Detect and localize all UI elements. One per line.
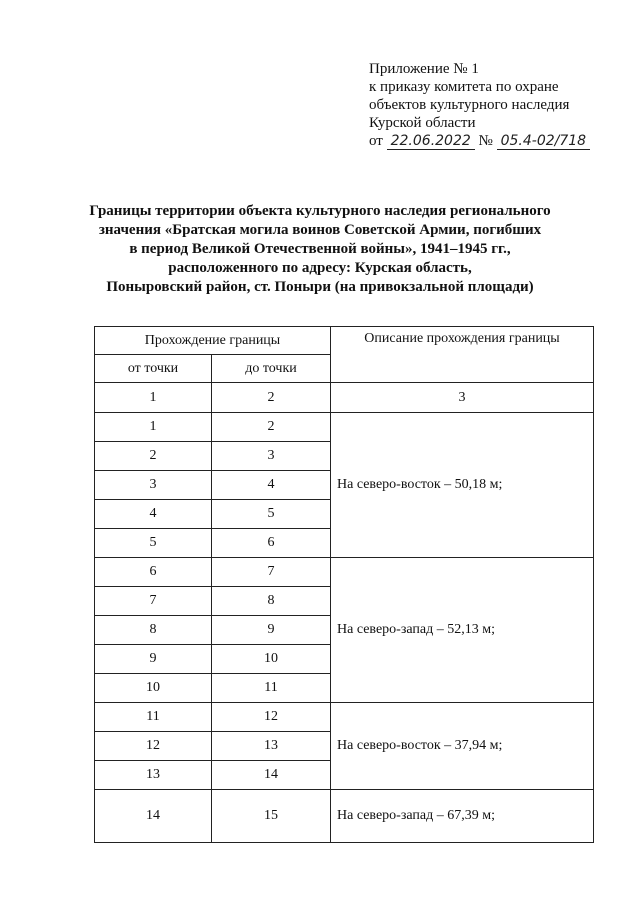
column-number-row — [95, 383, 594, 413]
title-line: Поныровский район, ст. Поныри (на привокзальной площади) — [106, 279, 534, 295]
to-point-cell: 15 — [212, 790, 331, 843]
from-point-cell: 10 — [95, 674, 212, 703]
description-cell: На северо-восток – 37,94 м; — [331, 703, 594, 790]
description-cell: На северо-запад – 67,39 м; — [331, 790, 594, 843]
from-point-cell: 13 — [95, 761, 212, 790]
header-description: Описание прохождения границы — [331, 327, 594, 383]
from-point-cell: 5 — [95, 529, 212, 558]
to-point-cell: 7 — [212, 558, 331, 587]
table-row — [95, 790, 594, 843]
from-point-cell: 4 — [95, 500, 212, 529]
from-point-cell: 9 — [95, 645, 212, 674]
to-point-cell: 3 — [212, 442, 331, 471]
title-line: расположенного по адресу: Курская область, — [168, 260, 472, 276]
header-boundary-passage: Прохождение границы — [95, 327, 331, 355]
to-point-cell: 2 — [212, 413, 331, 442]
from-point-cell: 1 — [95, 413, 212, 442]
appendix-line: к приказу комитета по охране — [369, 79, 559, 95]
header-from-point: от точки — [95, 355, 212, 383]
appendix-date-line — [369, 132, 590, 150]
table-row — [95, 413, 594, 442]
to-point-cell: 11 — [212, 674, 331, 703]
to-point-cell: 4 — [212, 471, 331, 500]
to-point-cell: 13 — [212, 732, 331, 761]
description-cell: На северо-запад – 52,13 м; — [331, 558, 594, 703]
from-point-cell: 14 — [95, 790, 212, 843]
date-prefix: от — [369, 133, 383, 149]
from-point-cell: 3 — [95, 471, 212, 500]
title-line: в период Великой Отечественной войны», 1941–1945 гг., — [129, 241, 511, 257]
handwritten-date: 22.06.2022 — [387, 133, 475, 150]
column-number: 2 — [212, 383, 331, 413]
column-number: 3 — [331, 383, 594, 413]
table-header-row — [95, 327, 594, 355]
to-point-cell: 12 — [212, 703, 331, 732]
document-title — [60, 202, 580, 297]
title-line: значения «Братская могила воинов Советской Армии, погибших — [98, 222, 542, 238]
to-point-cell: 9 — [212, 616, 331, 645]
title-line: Границы территории объекта культурного наследия регионального — [89, 203, 551, 219]
from-point-cell: 11 — [95, 703, 212, 732]
to-point-cell: 14 — [212, 761, 331, 790]
from-point-cell: 8 — [95, 616, 212, 645]
header-to-point: до точки — [212, 355, 331, 383]
to-point-cell: 10 — [212, 645, 331, 674]
to-point-cell: 8 — [212, 587, 331, 616]
boundary-table — [94, 326, 594, 843]
handwritten-number: 05.4-02/718 — [497, 133, 590, 150]
from-point-cell: 6 — [95, 558, 212, 587]
table-row — [95, 703, 594, 732]
from-point-cell: 12 — [95, 732, 212, 761]
from-point-cell: 7 — [95, 587, 212, 616]
table-row — [95, 558, 594, 587]
appendix-line: Приложение № 1 — [369, 61, 479, 77]
description-cell: На северо-восток – 50,18 м; — [331, 413, 594, 558]
appendix-block — [369, 60, 590, 150]
number-sign: № — [478, 133, 493, 149]
to-point-cell: 5 — [212, 500, 331, 529]
appendix-line: объектов культурного наследия — [369, 97, 570, 113]
to-point-cell: 6 — [212, 529, 331, 558]
column-number: 1 — [95, 383, 212, 413]
from-point-cell: 2 — [95, 442, 212, 471]
appendix-line: Курской области — [369, 115, 476, 131]
